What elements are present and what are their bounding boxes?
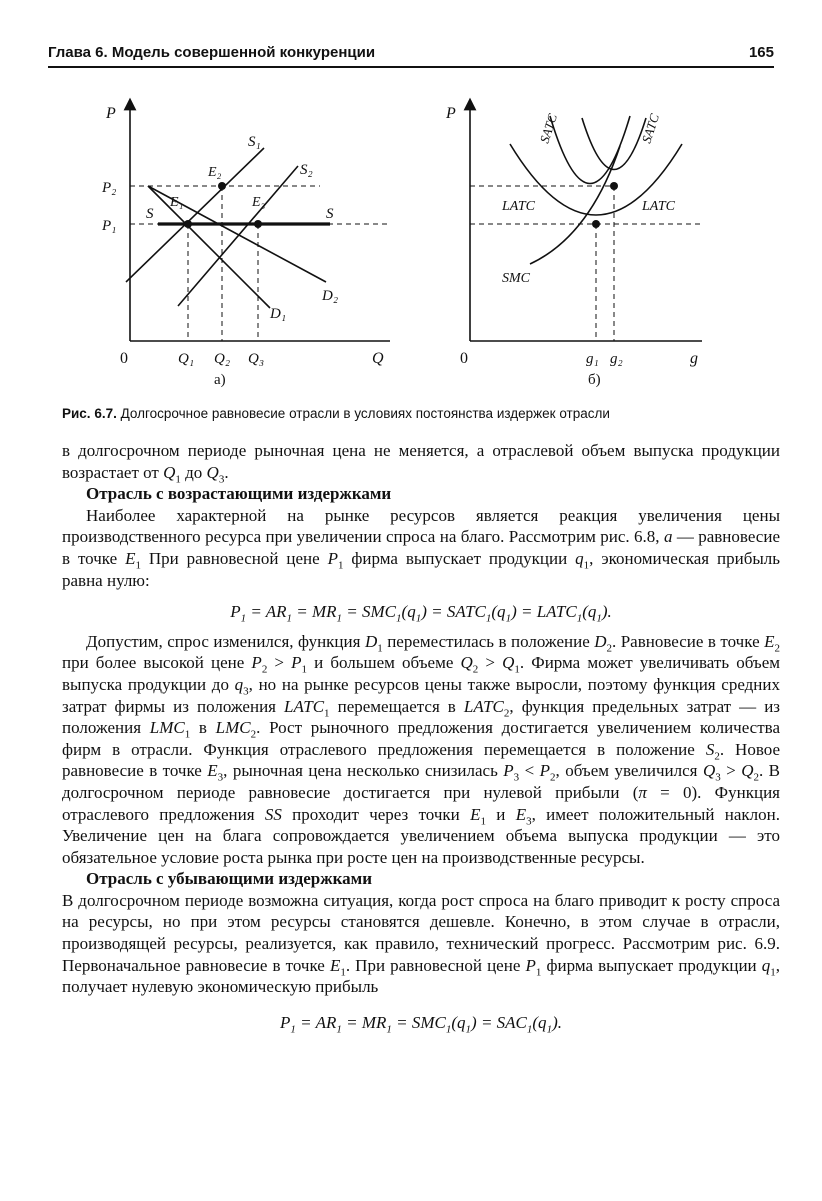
section-heading-increasing-costs: Отрасль с возрастающими издержками <box>86 484 392 504</box>
diagram-left <box>101 104 390 388</box>
diagram-right <box>445 104 702 388</box>
right-e1-point <box>592 220 600 228</box>
g2-label: g₂ <box>610 351 623 367</box>
s-left-label: S <box>146 206 154 222</box>
p2-label: P₂ <box>102 180 117 196</box>
page-number: 165 <box>748 44 774 61</box>
latc-left-label: LATC <box>502 199 535 214</box>
s1-label: S₁ <box>248 134 261 150</box>
left-q-label: Q <box>372 350 384 367</box>
body-text <box>62 440 781 1036</box>
e2-label: E₂ <box>208 165 222 180</box>
q3-label: Q₃ <box>248 351 265 367</box>
p1-label: P₁ <box>102 218 117 234</box>
e1-point <box>184 220 192 228</box>
section-heading-decreasing-costs: Отрасль с убывающими издержками <box>86 869 373 889</box>
q1-label: Q₁ <box>178 351 195 367</box>
e3-label: E₃ <box>252 195 266 210</box>
s2-label: S₂ <box>300 162 313 178</box>
left-p-label: P <box>106 105 116 122</box>
right-p-label: P <box>446 105 456 122</box>
satc2-label: SATC <box>638 111 663 145</box>
figure-6-7 <box>90 86 740 396</box>
right-e2-point <box>610 182 618 190</box>
paragraph: Допустим, спрос изменился, функция $D_1$ переместилась в положение $D_2$. Равновесие в точке $E_2$ при более высокой цене $P_2 > P_1$ и большем объеме $Q_2 > Q_1$. Фирма может увеличивать объем выпуска продукции до $q_3$, но на рынке ресурсов цены также выросли, поэтому функция средних затрат фирмы из положения $LATC_1$ перемещается в $LATC_2$, функция предельных затрат — из положения $LMC_1$ в $LMC_2$. Рост рыночного предложения достигается увеличением количества фирм в отрасли. Функция отраслевого предложения перемещается в положение $S_2$. Новое равновесие в точке $E_3$, рыночная цена несколько снизилась $P_3 < P_2$, объем увеличился $Q_3 > Q_2$. В долгосрочном периоде равновесие достигается при нулевой прибыли (π = 0). Функция отраслевого предложения SS проходит через точки $E_1$ и $E_3$, имеет положительный наклон. Увеличение цен на блага сопровождается увеличением объема выпуска продукции — это обязательное условие роста рынка при росте цен на производственные ресурсы. <box>62 631 781 867</box>
e2-point <box>218 182 226 190</box>
d2-label: D₂ <box>322 288 339 304</box>
paragraph: Наиболее характерной на рынке ресурсов является реакция увеличения цены производственного ресурса при увеличении спроса на благо. Рассмотрим рис. 6.8, а — равновесие в точке $E_1$ При равновесной цене $P_1$ фирма выпускает продукции $q_1$, экономическая прибыль равна нулю: <box>62 505 781 590</box>
smc-curve <box>530 146 620 264</box>
figure-diagram <box>90 86 740 396</box>
right-sub-label: б) <box>588 372 601 388</box>
satc1-label: SATC <box>536 111 561 145</box>
g1-label: g₁ <box>586 351 599 367</box>
left-sub-label: а) <box>214 372 226 388</box>
s-right-label: S <box>326 206 334 222</box>
formula: $P_1 = AR_1 = MR_1 = SMC_1(q_1)$ = $SATC_1(q_1)$ = $LATC_1(q_1)$. <box>230 602 612 625</box>
figure-caption <box>62 406 782 421</box>
chapter-title: Глава 6. Модель совершенной конкуренции <box>48 44 376 61</box>
left-origin-label: 0 <box>120 350 128 367</box>
e3-point <box>254 220 262 228</box>
e1-label: E₁ <box>170 195 184 210</box>
caption-label: Рис. 6.7. <box>62 406 117 421</box>
paragraph: в долгосрочном периоде рыночная цена не меняется, а отраслевой объем выпуска продукции возрастает от $Q_1$ до $Q_3$. <box>62 441 780 485</box>
d1-label: D₁ <box>270 306 287 322</box>
paragraph: В долгосрочном периоде возможна ситуация, когда рост спроса на благо приводит к росту спроса на ресурсы, но при этом ресурсы становятся дешевле. Конечно, в этом случае в отрасли, производящей ресурсы, реализуется, как правило, технический прогресс. Рассмотрим рис. 6.9. Первоначальное равновесие в точке $E_1$. При равновесной цене $P_1$ фирма выпускает продукции $q_1$, получает нулевую экономическую прибыль <box>62 890 780 997</box>
right-origin-label: 0 <box>460 350 468 367</box>
right-g-label: g <box>690 350 698 367</box>
formula: $P_1 = AR_1 = MR_1 = SMC_1(q_1) = SAC_1(q_1)$. <box>280 1012 562 1036</box>
smc-label: SMC <box>502 271 530 286</box>
caption-text: Долгосрочное равновесие отрасли в условиях постоянства издержек отрасли <box>116 406 610 421</box>
s2-line <box>178 166 298 306</box>
running-header <box>48 40 774 68</box>
q2-label: Q₂ <box>214 351 231 367</box>
latc-right-label: LATC <box>642 199 675 214</box>
